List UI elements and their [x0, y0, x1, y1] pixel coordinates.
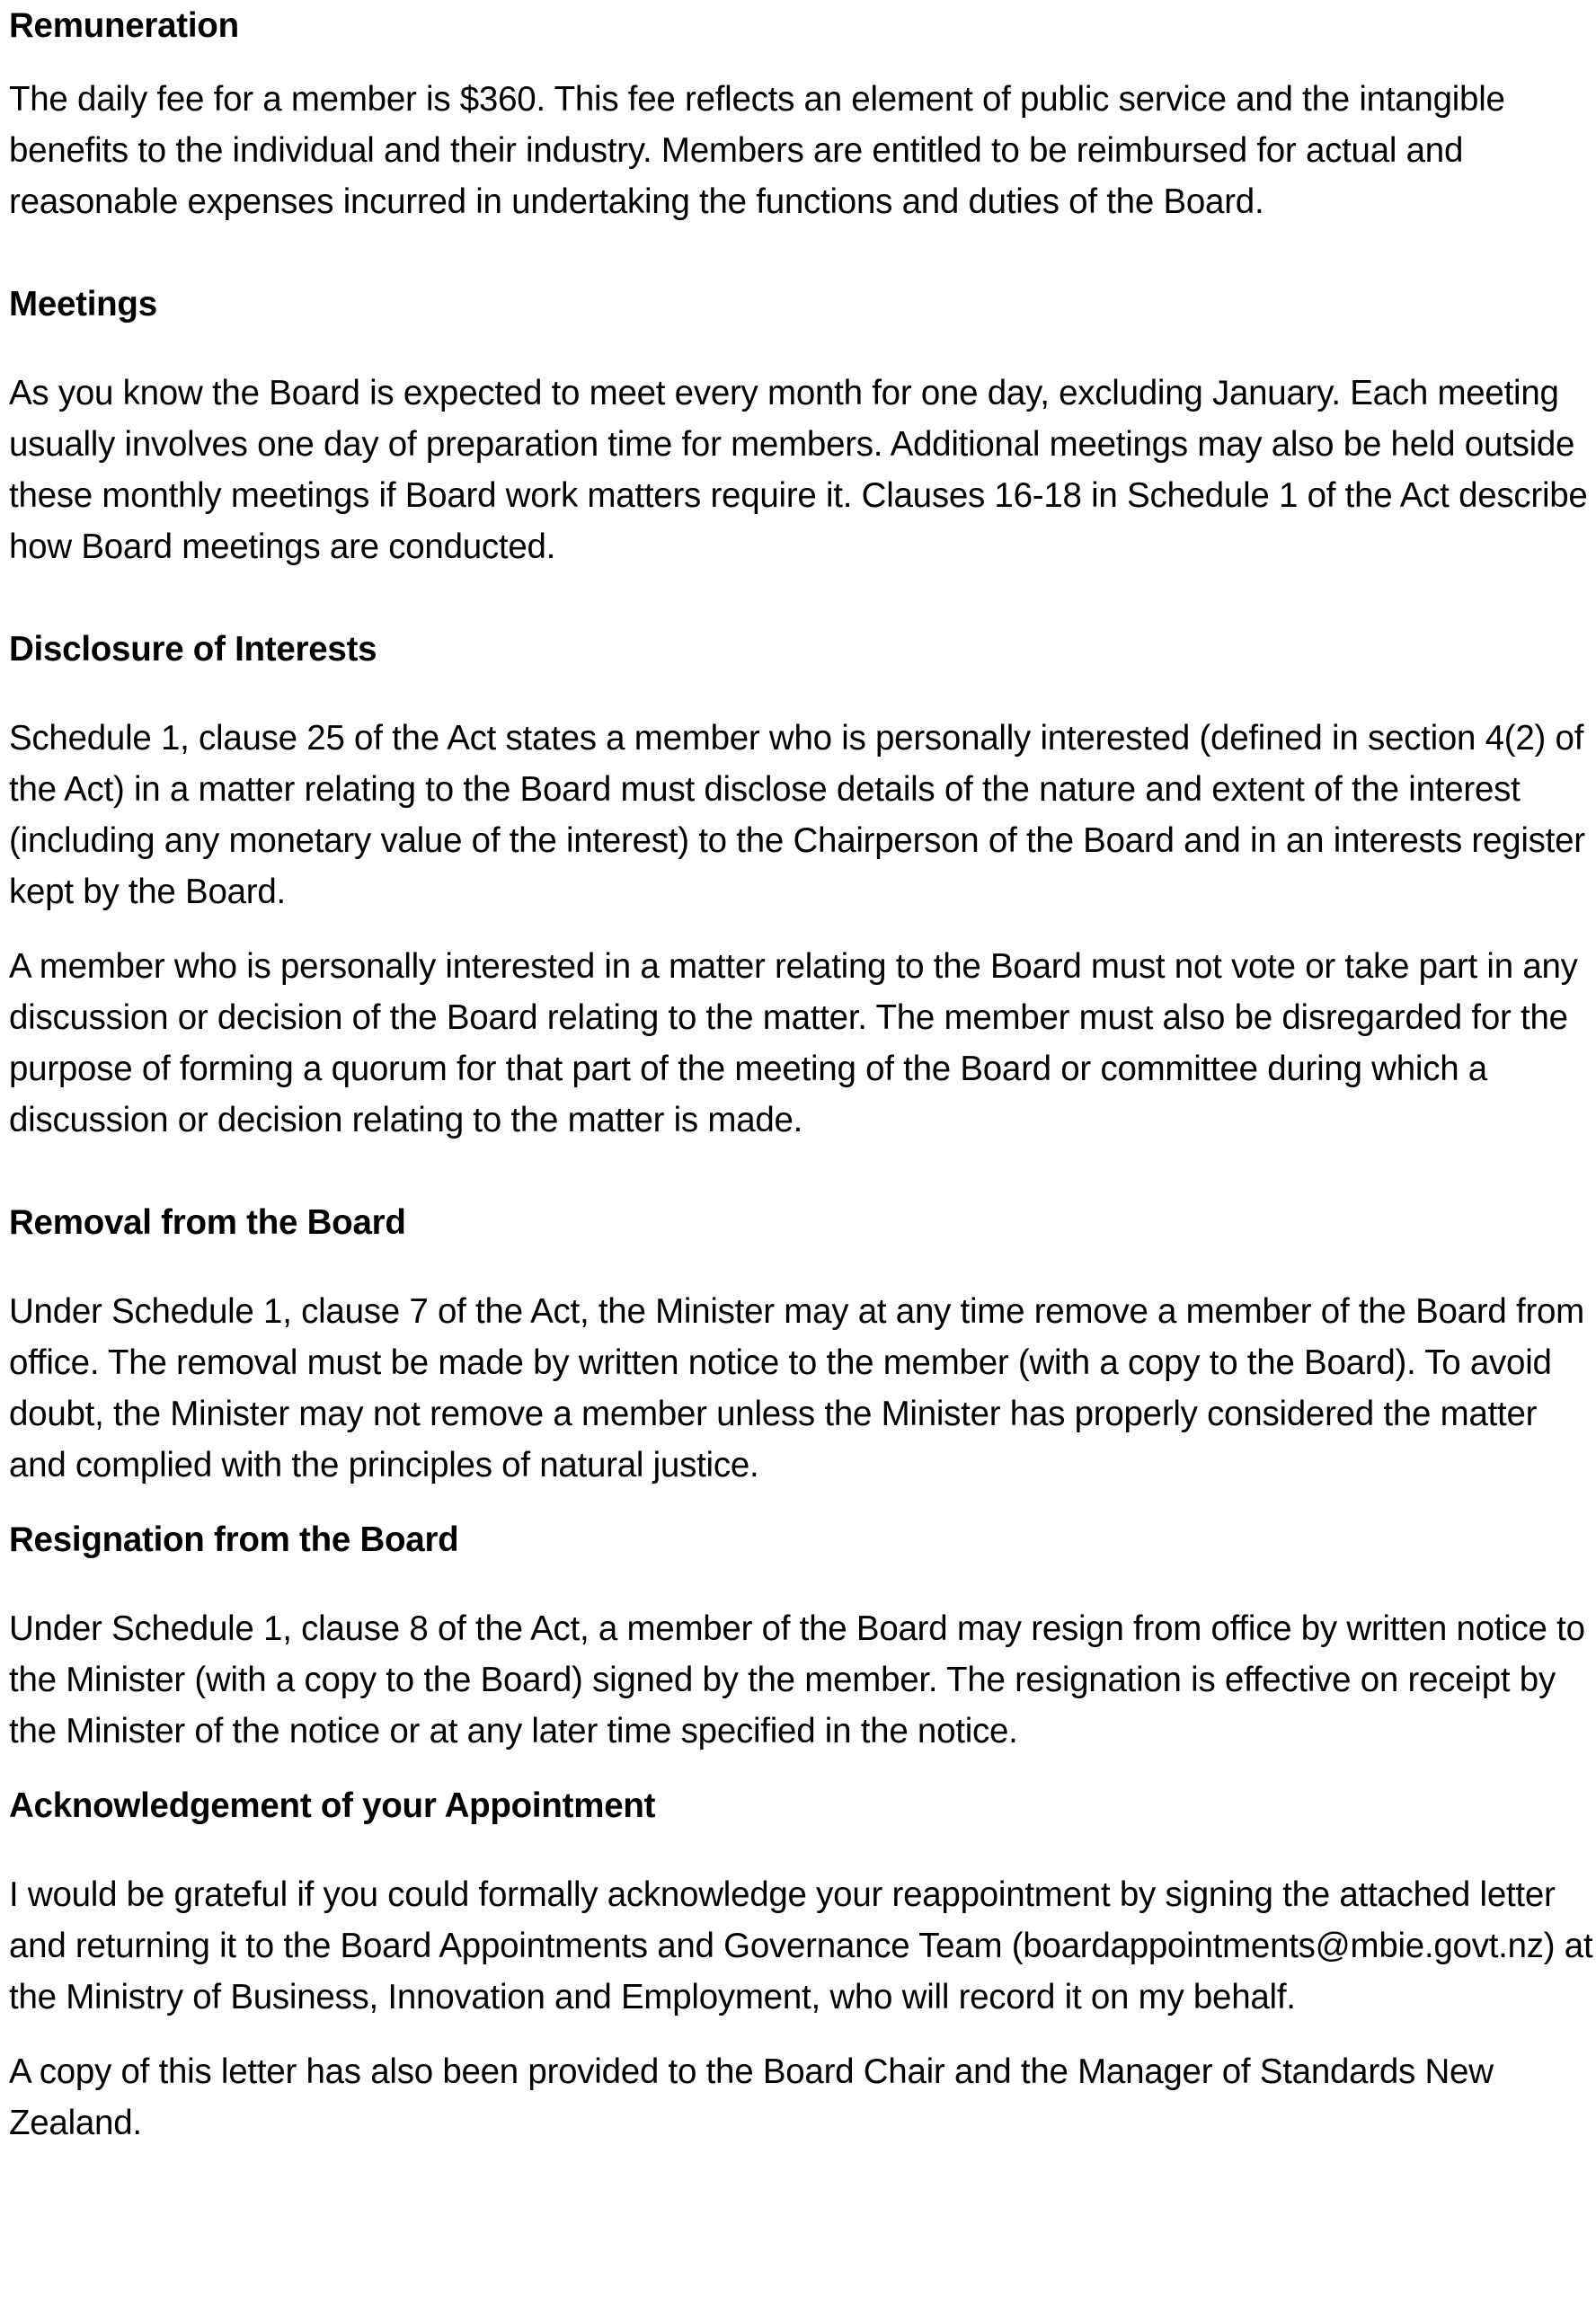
paragraph-meetings: As you know the Board is expected to meet every month for one day, excluding January. Each meeting usually involves one day of preparation time for members. Additional meetings may also be held outside these monthly meetings if Board work matters require it. Clauses 16-18 in Schedule 1 of the Act describe how Board meetings are conducted. [9, 374, 1588, 566]
heading-meetings: Meetings [9, 285, 157, 323]
heading-acknowledgement: Acknowledgement of your Appointment [9, 1786, 656, 1825]
paragraph-acknowledgement-2: A copy of this letter has also been provided to the Board Chair and the Manager of Standards New Zealand. [9, 2052, 1494, 2142]
heading-remuneration: Remuneration [9, 6, 239, 45]
heading-disclosure-of-interests: Disclosure of Interests [9, 630, 377, 669]
paragraph-disclosure-1: Schedule 1, clause 25 of the Act states a member who is personally interested (defined in section 4(2) of the Act) in a matter relating to the Board must disclose details of the nature and extent of the interest (including any monetary value of the interest) to the Chairperson of the Board and in an interests register kept by the Board. [9, 719, 1585, 911]
paragraph-remuneration: The daily fee for a member is $360. This fee reflects an element of public service and the intangible benefits to the individual and their industry. Members are entitled to be reimbursed for actual and reasonable expenses incurred in undertaking the functions and duties of the Board. [9, 80, 1505, 221]
heading-resignation-from-board: Resignation from the Board [9, 1520, 459, 1559]
heading-removal-from-board: Removal from the Board [9, 1203, 406, 1242]
letter-body [9, 0, 1596, 2149]
paragraph-disclosure-2: A member who is personally interested in a matter relating to the Board must not vote or take part in any discussion or decision of the Board relating to the matter. The member must also be disregarded for the purpose of forming a quorum for that part of the meeting of the Board or committee during which a discussion or decision relating to the matter is made. [9, 947, 1578, 1139]
paragraph-removal: Under Schedule 1, clause 7 of the Act, the Minister may at any time remove a member of the Board from office. The removal must be made by written notice to the member (with a copy to the Board). To avoid doubt, the Minister may not remove a member unless the Minister has properly considered the matter and complied with the principles of natural justice. [9, 1292, 1585, 1484]
paragraph-acknowledgement-1: I would be grateful if you could formally acknowledge your reappointment by signing the attached letter and returning it to the Board Appointments and Governance Team (boardappointments@mbie.govt.nz) at the Ministry of Business, Innovation and Employment, who will record it on my behalf. [9, 1875, 1593, 2016]
paragraph-resignation: Under Schedule 1, clause 8 of the Act, a member of the Board may resign from office by written notice to the Minister (with a copy to the Board) signed by the member. The resignation is effective on receipt by the Minister of the notice or at any later time specified in the notice. [9, 1609, 1585, 1750]
